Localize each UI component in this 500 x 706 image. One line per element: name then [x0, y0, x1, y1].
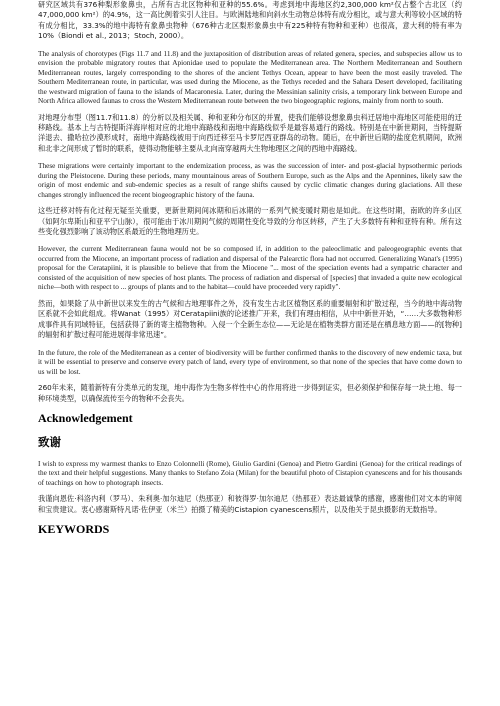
paragraph-zh-3: 这些迁移对特有化过程无疑至关重要，更新世期间间冰期和后冰期的一系列气候变暖时期也是如此。在这些时期，南欧的许多山区（如阿尔卑斯山和亚平宁山脉），很可能由于冰川期间气候的周期性变化导致的分布区转移，产生了大多数特有种和亚特有种。所有这些变化强烈影响了该动物区系最近的生物地理历史。	[38, 206, 462, 237]
paragraph-en-3: These migrations were certainly important to the endemization process, as was the succession of inter- and post-glacial hypsothermic periods during the Pleistocene. During these periods, many mountainous areas of Southern Europe, such as the Alps and the Apennines, likely saw the origin of most endemic and sub-endemic species as a result of range shifts caused by cyclic climatic changes during glaciations. All these changes strongly influenced the recent biogeographic history of the fauna.	[38, 161, 462, 199]
paragraph-zh-5: 260年未来，随着新特有分类单元的发现，地中海作为生物多样性中心的作用将进一步得到证实，但必须保护和保存每一块土地、每一种环境类型，以确保流传至今的物种不会丧失。	[38, 383, 462, 403]
paragraph-zh-2: 对地理分布型（图11.7和11.8）的分析以及相关属、种和亚种分布区的并置，使我们能够设想象鼻虫科迁居地中海地区可能使用的迁移路线。基本上与古特提斯洋海岸相对应的北地中海路线和南地中海路线似乎是最容易通行的路线。特别是在中新世期间，当特提斯洋退去、撒哈拉沙漠形成时，南地中海路线被用于向西迁移至马卡罗尼西亚群岛的动物。随后，在中新世后期的盐度危机期间，欧洲和北非之间形成了暂时的联系，使得动物能够主要从北向南穿越两大生物地理区之间的西地中海路线。	[38, 112, 462, 153]
document-page	[38, 0, 462, 546]
paragraph-en-2: The analysis of chorotypes (Figs 11.7 and 11.8) and the juxtaposition of distribution areas of related genera, species, and subspecies allow us to envision the probable migratory routes that Apionidae used to populate the Mediterranean area. The Northern Mediterranean and Southern Mediterranean routes, largely corresponding to the shores of the ancient Tethys Ocean, appear to have been the most easily traveled. The Southern Mediterranean route, in particular, was used during the Miocene, as the Tethys receded and the Sahara Desert developed, facilitating the westward migration of fauna to the islands of Macaronesia. Later, during the Messinian salinity crisis, a temporary link between Europe and North Africa allowed faunas to cross the Western Mediterranean route between the two biogeographic regions, mainly from north to south.	[38, 48, 462, 106]
keywords-heading: KEYWORDS	[38, 522, 110, 537]
paragraph-zh-1: 研究区域共有376种梨形象鼻虫，占所有古北区物种和亚种的55.6%。考虑到地中海地区约2,300,000 km²仅占整个古北区（约47,000,000 km²）的4.9%，这一高比例着实引人注目。与欧洲陆地和向斜水生动物总体特有成分相比，或与意大利等较小区域的特有成分相比，33.3%的地中海特有象鼻虫物种（676种古北区梨形象鼻虫中有225种特有物种和亚种）也很高，意大利的特有率为10%（Biondi et al., 2013；Stoch, 2000）。	[38, 0, 462, 41]
acknowledgement-heading-zh: 致谢	[38, 434, 61, 449]
acknowledgement-text-zh: 我谨向恩佐·科洛内利（罗马）、朱利奥·加尔迪尼（热那亚）和彼得罗·加尔迪尼（热那亚）表达最诚挚的感谢，感谢他们对文本的审阅和宝贵建议。衷心感谢斯特凡诺·佐伊亚（米兰）拍摄了精美的Cistapion cyanescens照片，以及他关于昆虫摄影的无数指导。	[38, 494, 462, 514]
paragraph-en-5: In the future, the role of the Mediterranean as a center of biodiversity will be further confirmed thanks to the discovery of new endemic taxa, but it will be essential to preserve and conserve every patch of land, every type of environment, so that none of the species that have come down to us will be lost.	[38, 347, 462, 376]
acknowledgement-heading: Acknowledgement	[38, 410, 133, 425]
acknowledgement-text: I wish to express my warmest thanks to Enzo Colonnelli (Rome), Giulio Gardini (Genoa) and Pietro Gardini (Genoa) for the critical readings of the text and their helpful suggestions. Many thanks to Stefano Zoia (Milan) for the beautiful photo of Cistapion cyanescens and for his thousands of teachings on how to photograph insects.	[38, 458, 462, 487]
paragraph-en-4: However, the current Mediterranean fauna would not be so composed if, in addition to the paleoclimatic and paleogeographic events that occurred from the Miocene, an important process of radiation and dispersal of the Palearctic flora had not occurred. Generalizing Wanat's (1995) proposal for the Ceratapiini, it is plausible to believe that from the Miocene "... most of the speciation events had a sympatric character and consisted of the acquisition of new species of host plants. The process of radiation and dispersal of [species] that invaded a quite new ecological niche—both with respect to ... groups of plants and to the habitat—could have proceeded very rapidly".	[38, 244, 462, 292]
paragraph-zh-4: 然而，如果除了从中新世以来发生的古气候和古地理事件之外，没有发生古北区植物区系的重要辐射和扩散过程，当今的地中海动物区系就不会如此组成。将Wanat（1995）对Ceratapiini族的论述推广开来，我们有理由相信，从中中新世开始，“……大多数物种形成事件具有同域特征，包括获得了新的寄主植物物种。入侵一个全新生态位——无论是在植物类群方面还是在栖息地方面——的[物种]的辐射和扩散过程可能进展得非常迅速”。	[38, 298, 462, 340]
